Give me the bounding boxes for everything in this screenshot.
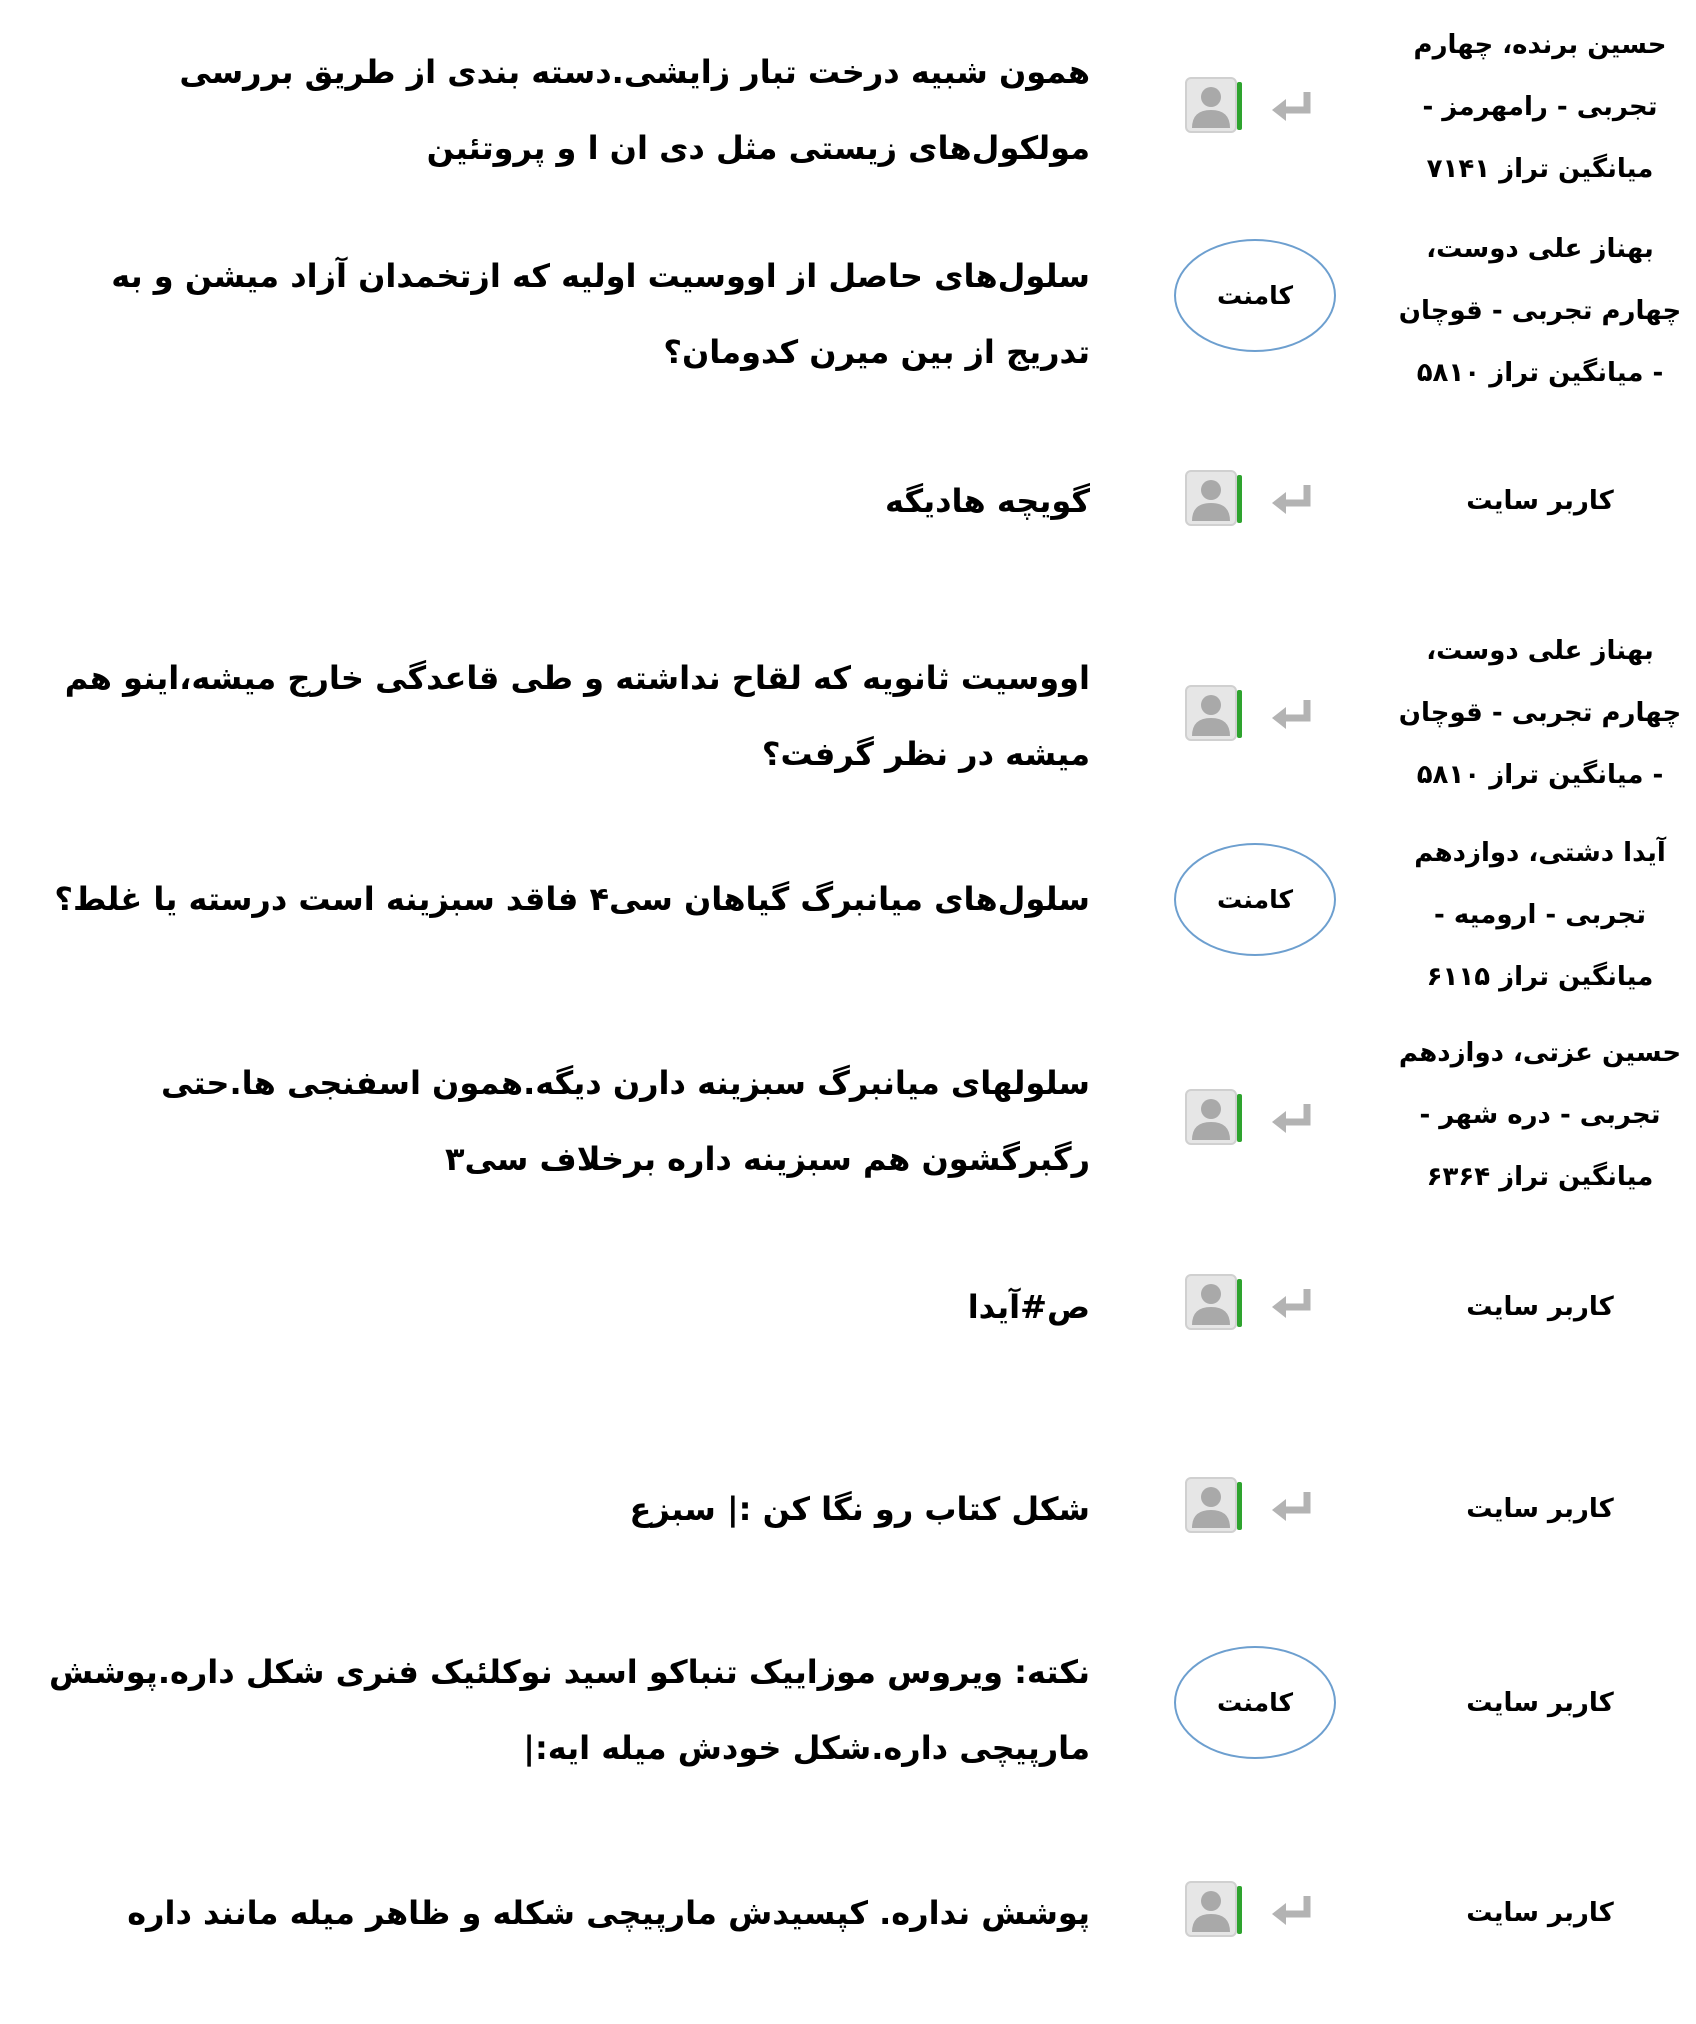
comment-author: کاربر سایت — [1466, 1898, 1614, 1928]
comment-message: شکل کتاب رو نگا کن :| سبزع — [629, 1490, 1090, 1528]
user-avatar-icon — [1184, 684, 1244, 742]
user-avatar-icon — [1184, 1273, 1244, 1331]
comment-author: حسین برنده، چهارم تجربی - رامهرمز - میانگین تراز ۷۱۴۱ — [1413, 30, 1667, 184]
reply-arrow-icon[interactable] — [1270, 88, 1315, 124]
comment-message: اووسیت ثانویه که لقاح نداشته و طی قاعدگی خارج میشه،اینو هم میشه در نظر گرفت؟ — [64, 659, 1090, 773]
user-avatar-icon — [1184, 1880, 1244, 1938]
comment-message: سلول‌های میانبرگ گیاهان سی۴ فاقد سبزینه است درسته یا غلط؟ — [54, 880, 1090, 918]
user-avatar-icon — [1184, 1476, 1244, 1534]
user-avatar-icon — [1184, 76, 1244, 134]
comment-author: بهناز علی دوست، چهارم تجربی - قوچان - میانگین تراز ۵۸۱۰ — [1398, 234, 1682, 388]
user-avatar-icon — [1184, 1088, 1244, 1146]
reply-arrow-icon[interactable] — [1270, 481, 1315, 517]
comment-message: پوشش نداره. کپسیدش مارپیچی شکله و ظاهر میله مانند داره — [127, 1894, 1090, 1932]
comment-message: نکته: ویروس موزاییک تنباکو اسید نوکلئیک فنری شکل داره.پوشش مارپیچی داره.شکل خودش میله ایه:| — [49, 1653, 1090, 1767]
reply-arrow-icon[interactable] — [1270, 1488, 1315, 1524]
reply-arrow-icon[interactable] — [1270, 1285, 1315, 1321]
comment-author: کاربر سایت — [1466, 486, 1614, 516]
comment-button[interactable]: کامنت — [1174, 1646, 1336, 1759]
reply-arrow-icon[interactable] — [1270, 1100, 1315, 1136]
comment-author: آیدا دشتی، دوازدهم تجربی - ارومیه - میانگین تراز ۶۱۱۵ — [1414, 838, 1666, 992]
comment-author: کاربر سایت — [1466, 1688, 1614, 1718]
comment-message: گویچه هادیگه — [885, 482, 1090, 520]
comment-message: سلولهای میانبرگ سبزینه دارن دیگه.همون اسفنجی ها.حتی رگبرگشون هم سبزینه داره برخلاف سی۳ — [160, 1064, 1090, 1178]
reply-arrow-icon[interactable] — [1270, 696, 1315, 732]
comment-button[interactable]: کامنت — [1174, 239, 1336, 352]
comment-message: سلول‌های حاصل از اووسیت اولیه که ازتخمدان آزاد میشن و به تدریج از بین میرن کدومان؟ — [111, 257, 1090, 371]
comment-author: کاربر سایت — [1466, 1292, 1614, 1322]
comment-message: همون شبیه درخت تبار زایشی.دسته بندی از طریق بررسی مولکول‌های زیستی مثل دی ان ا و پروتئین — [179, 53, 1090, 167]
comment-author: کاربر سایت — [1466, 1494, 1614, 1524]
comment-author: بهناز علی دوست، چهارم تجربی - قوچان - میانگین تراز ۵۸۱۰ — [1398, 636, 1682, 790]
reply-arrow-icon[interactable] — [1270, 1892, 1315, 1928]
user-avatar-icon — [1184, 469, 1244, 527]
comment-author: حسین عزتی، دوازدهم تجربی - دره شهر - میانگین تراز ۶۳۶۴ — [1398, 1038, 1682, 1192]
comment-button[interactable]: کامنت — [1174, 843, 1336, 956]
comment-message: ص#آیدا — [967, 1288, 1090, 1326]
